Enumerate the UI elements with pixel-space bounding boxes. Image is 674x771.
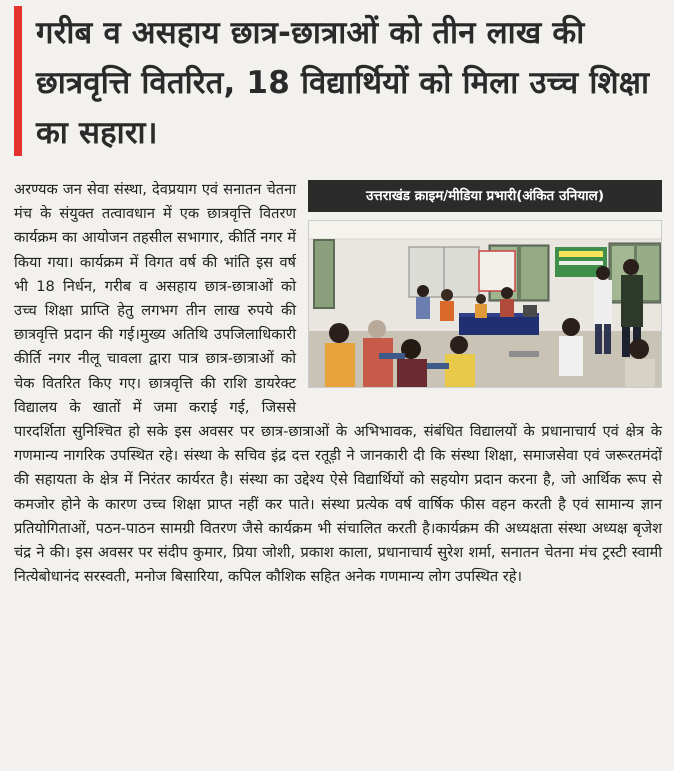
photo-credit: उत्तराखंड क्राइम/मीडिया प्रभारी(अंकित उनियाल): [308, 180, 662, 212]
event-photo-illustration: [309, 221, 662, 388]
photo-block: [308, 180, 662, 390]
event-photo: [308, 220, 662, 388]
article: [14, 178, 662, 589]
article-body: अरण्यक जन सेवा संस्था, देवप्रयाग एवं सनातन चेतना मंच के संयुक्त तत्वावधान में एक छात्रवृत्ति वितरण कार्यक्रम का आयोजन तहसील सभागार, कीर्ति नगर में किया गया। कार्यक्रम में विगत वर्ष की भांति इस वर्ष भी 18 निर्धन, गरीब व असहाय छात्र-छात्राओं को उच्च शिक्षा प्राप्ति हेतु लगभग तीन लाख रुपये की छात्रवृत्ति प्रदान की गई।मुख्य अतिथि उपजिलाधिकारी कीर्ति नगर नीलू चावला द्वारा पात्र छात्र-छात्राओं को चेक वितरित किए गए। छात्रवृत्ति की राशि डायरेक्ट विद्यालय के खातों में जमा कराई गई, जिससे पारदर्शिता सुनिश्चित हो सके इस अवसर पर छात्र-छात्राओं के अभिभावक, संबंधित विद्यालयों के प्रधानाचार्य एवं क्षेत्र के गणमान्य नागरिक उपस्थित रहे। संस्था के सचिव इंद्र दत्त रतूड़ी ने जानकारी दी कि संस्था शिक्षा, समाजसेवा एवं जरूरतमंदों की सहायता के क्षेत्र में निरंतर कार्यरत है। संस्था का उद्देश्य ऐसे विद्यार्थियों को सहयोग प्रदान करना है, जो आर्थिक रूप से कमजोर होने के कारण उच्च शिक्षा प्राप्त नहीं कर पाते। संस्था प्रत्येक वर्ष वार्षिक फीस वहन करती है एवं सामान्य ज्ञान प्रतियोगिताओं, पठन-पाठन सामग्री वितरण जैसे कार्यक्रम भी संचालित करती है।कार्यक्रम की अध्यक्षता संस्था अध्यक्ष बृजेश चंद्र ने की। इस अवसर पर संदीप कुमार, प्रिया जोशी, प्रकाश काला, प्रधानाचार्य सुरेश शर्मा, सनातन चेतना मंच ट्रस्टी स्वामी नित्येबोधानंद सरस्वती, मनोज बिसारिया, कपिल कौशिक सहित अनेक गणमान्य लोग उपस्थित रहे।: [14, 181, 662, 586]
headline: गरीब व असहाय छात्र-छात्राओं को तीन लाख की छात्रवृत्ति वितरित, 18 विद्यार्थियों को मिला उच्च शिक्षा का सहारा।: [36, 15, 650, 151]
headline-accent-bar: [14, 6, 22, 156]
headline-section: [14, 6, 664, 156]
